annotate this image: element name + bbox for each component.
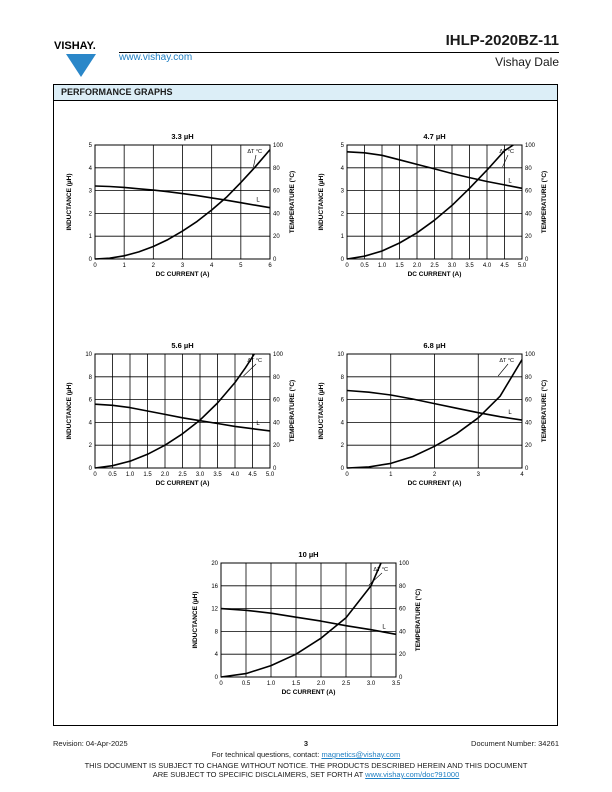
y2-tick-label: 0: [525, 257, 529, 263]
y-tick-label: 10: [337, 352, 344, 358]
x-tick-label: 4.5: [500, 263, 509, 269]
x-tick-label: 3.5: [213, 472, 222, 478]
y2-tick-label: 100: [273, 143, 284, 149]
y-tick-label: 4: [340, 165, 344, 172]
x-tick-label: 1.5: [395, 263, 404, 269]
y-tick-label: 10: [85, 352, 92, 358]
footer-disclaimer-link[interactable]: www.vishay.com/doc?91000: [365, 770, 460, 779]
annotation-l: L: [508, 410, 512, 417]
x-tick-label: 5.0: [265, 472, 275, 478]
part-number: IHLP-2020BZ-11: [445, 32, 559, 49]
chart-title: 5.6 µH: [171, 341, 194, 350]
y-tick-label: 6: [340, 397, 344, 404]
chart-title: 4.7 µH: [423, 132, 446, 141]
footer-contact: [0, 750, 612, 759]
y-tick-label: 4: [88, 165, 92, 172]
annotation-delta-t: ΔT °C: [499, 149, 514, 155]
x-tick-label: 2.0: [316, 681, 326, 687]
x-tick-label: 3.5: [391, 681, 401, 687]
x-axis-label: DC CURRENT (A): [155, 271, 210, 278]
chart-title: 10 µH: [298, 550, 319, 559]
x-tick-label: 0.5: [241, 681, 251, 687]
logo-triangle: [66, 54, 96, 77]
x-tick-label: 0.5: [360, 263, 369, 269]
x-tick-label: 1.0: [125, 472, 135, 478]
annotation-l: L: [256, 420, 260, 427]
x-tick-label: 6: [268, 263, 272, 269]
y2-tick-label: 60: [273, 397, 280, 404]
y-tick-label: 5: [88, 143, 92, 149]
y-tick-label: 2: [340, 211, 344, 218]
x-tick-label: 1.0: [377, 263, 387, 269]
chart-10uh: [186, 546, 426, 701]
x-axis-label: DC CURRENT (A): [281, 689, 336, 696]
y-axis-label: INDUCTANCE (µH): [192, 591, 199, 649]
y2-tick-label: 100: [525, 352, 536, 358]
y2-tick-label: 40: [273, 420, 280, 427]
y2-axis-label: TEMPERATURE (°C): [541, 170, 548, 234]
x-tick-label: 0: [219, 681, 223, 687]
y2-tick-label: 20: [273, 234, 280, 241]
footer-document-number: Document Number: 34261: [471, 739, 559, 748]
y2-tick-label: 0: [273, 466, 277, 472]
x-tick-label: 0.5: [108, 472, 117, 478]
footer-disclaimer-line2: ARE SUBJECT TO SPECIFIC DISCLAIMERS, SET FORTH AT: [152, 770, 366, 779]
y2-axis-label: TEMPERATURE (°C): [289, 170, 296, 234]
footer-page-number: 3: [303, 739, 309, 748]
y2-tick-label: 0: [273, 257, 277, 263]
chart-title: 3.3 µH: [171, 132, 194, 141]
x-tick-label: 2: [151, 263, 156, 269]
annotation-delta-t: ΔT °C: [373, 567, 388, 573]
y2-tick-label: 60: [399, 606, 406, 613]
footer-contact-email[interactable]: magnetics@vishay.com: [321, 750, 401, 759]
x-axis-label: DC CURRENT (A): [407, 271, 462, 278]
footer-revision: Revision: 04-Apr-2025: [53, 739, 128, 748]
y-tick-label: 0: [340, 466, 344, 472]
x-tick-label: 3.0: [447, 263, 457, 269]
y-tick-label: 3: [340, 188, 344, 195]
x-tick-label: 0: [345, 472, 349, 478]
x-tick-label: 4.5: [248, 472, 257, 478]
y-tick-label: 16: [211, 583, 218, 590]
annotation-leader: [503, 155, 509, 167]
y2-tick-label: 60: [273, 188, 280, 195]
y2-tick-label: 100: [273, 352, 284, 358]
x-tick-label: 5: [239, 263, 243, 269]
chart-3-3uh: [60, 128, 300, 283]
header-rule: [119, 52, 559, 53]
y2-tick-label: 60: [525, 397, 532, 404]
temperature-curve: [347, 145, 513, 259]
chart-title: 6.8 µH: [423, 341, 446, 350]
x-tick-label: 2.0: [160, 472, 170, 478]
x-tick-label: 3.0: [195, 472, 205, 478]
y-tick-label: 2: [88, 443, 92, 450]
y-tick-label: 0: [214, 675, 218, 681]
y2-tick-label: 100: [399, 561, 410, 567]
y-tick-label: 4: [214, 652, 218, 659]
x-tick-label: 1.5: [143, 472, 152, 478]
y-tick-label: 8: [340, 374, 344, 381]
y-tick-label: 12: [211, 606, 218, 613]
y-tick-label: 5: [340, 143, 344, 149]
y2-tick-label: 60: [525, 188, 532, 195]
y2-tick-label: 40: [273, 211, 280, 218]
y2-axis-label: TEMPERATURE (°C): [415, 588, 422, 652]
x-tick-label: 1: [389, 472, 393, 478]
x-tick-label: 1.0: [266, 681, 276, 687]
y2-tick-label: 40: [525, 211, 532, 218]
footer-disclaimer-line1: THIS DOCUMENT IS SUBJECT TO CHANGE WITHOUT NOTICE. THE PRODUCTS DESCRIBED HEREIN AND THIS DOCUMENT: [84, 761, 528, 770]
x-tick-label: 3: [180, 263, 185, 269]
x-tick-label: 2: [432, 472, 437, 478]
y2-tick-label: 80: [399, 583, 406, 590]
y2-axis-label: TEMPERATURE (°C): [289, 379, 296, 443]
annotation-delta-t: ΔT °C: [499, 358, 514, 364]
y-tick-label: 0: [340, 257, 344, 263]
chart-6-8uh: [312, 337, 552, 492]
y-tick-label: 1: [88, 234, 92, 241]
y-tick-label: 20: [211, 561, 218, 567]
annotation-leader: [498, 364, 508, 376]
section-title: PERFORMANCE GRAPHS: [61, 87, 173, 97]
x-tick-label: 4.0: [230, 472, 240, 478]
y2-tick-label: 80: [525, 165, 532, 172]
logo-wordmark: VISHAY.: [54, 40, 96, 52]
x-tick-label: 4: [209, 263, 214, 269]
company-name: Vishay Dale: [495, 55, 559, 69]
website-link[interactable]: www.vishay.com: [119, 52, 193, 63]
x-tick-label: 2.0: [412, 263, 422, 269]
x-tick-label: 1.5: [291, 681, 301, 687]
x-tick-label: 0: [93, 263, 97, 269]
annotation-l: L: [508, 178, 512, 185]
y-axis-label: INDUCTANCE (µH): [66, 382, 73, 440]
y-tick-label: 6: [88, 397, 92, 404]
x-tick-label: 2.5: [430, 263, 439, 269]
y2-tick-label: 0: [399, 675, 403, 681]
annotation-delta-t: ΔT °C: [247, 358, 262, 364]
y-axis-label: INDUCTANCE (µH): [318, 382, 325, 440]
annotation-leader: [244, 364, 257, 376]
x-axis-label: DC CURRENT (A): [407, 480, 462, 487]
y2-tick-label: 80: [273, 165, 280, 172]
y-tick-label: 0: [88, 257, 92, 263]
y-tick-label: 8: [214, 629, 218, 636]
x-tick-label: 4.0: [482, 263, 492, 269]
x-tick-label: 0: [345, 263, 349, 269]
y-axis-label: INDUCTANCE (µH): [66, 173, 73, 231]
y2-tick-label: 80: [273, 374, 280, 381]
temperature-curve: [221, 563, 381, 677]
x-tick-label: 3.5: [465, 263, 474, 269]
section-header: [54, 85, 557, 101]
x-tick-label: 2.5: [341, 681, 351, 687]
annotation-delta-t: ΔT °C: [247, 149, 262, 155]
y-tick-label: 2: [88, 211, 92, 218]
y-tick-label: 1: [340, 234, 344, 241]
y2-tick-label: 20: [273, 443, 280, 450]
annotation-l: L: [382, 624, 386, 631]
x-tick-label: 3.0: [366, 681, 376, 687]
x-tick-label: 0: [93, 472, 97, 478]
footer-disclaimer: [0, 761, 612, 779]
y2-tick-label: 40: [525, 420, 532, 427]
y2-tick-label: 0: [525, 466, 529, 472]
annotation-l: L: [256, 197, 260, 204]
y2-tick-label: 40: [399, 629, 406, 636]
vishay-logo: [52, 39, 114, 79]
y-tick-label: 2: [340, 443, 344, 450]
chart-5-6uh: [60, 337, 300, 492]
y2-axis-label: TEMPERATURE (°C): [541, 379, 548, 443]
y-axis-label: INDUCTANCE (µH): [318, 173, 325, 231]
y2-tick-label: 100: [525, 143, 536, 149]
y-tick-label: 4: [88, 420, 92, 427]
x-tick-label: 5.0: [517, 263, 527, 269]
x-tick-label: 4: [520, 472, 524, 478]
x-axis-label: DC CURRENT (A): [155, 480, 210, 487]
y2-tick-label: 80: [525, 374, 532, 381]
footer-contact-label: For technical questions, contact:: [211, 750, 322, 759]
y-tick-label: 0: [88, 466, 92, 472]
y-tick-label: 4: [340, 420, 344, 427]
y-tick-label: 8: [88, 374, 92, 381]
y2-tick-label: 20: [525, 234, 532, 241]
chart-4-7uh: [312, 128, 552, 283]
x-tick-label: 2.5: [178, 472, 187, 478]
inductance-curve: [221, 609, 396, 635]
y-tick-label: 3: [88, 188, 92, 195]
plot-frame: [221, 563, 396, 677]
y2-tick-label: 20: [399, 652, 406, 659]
temperature-curve: [95, 354, 254, 468]
x-tick-label: 3: [476, 472, 480, 478]
y2-tick-label: 20: [525, 443, 532, 450]
x-tick-label: 1: [122, 263, 126, 269]
annotation-leader: [253, 155, 256, 167]
